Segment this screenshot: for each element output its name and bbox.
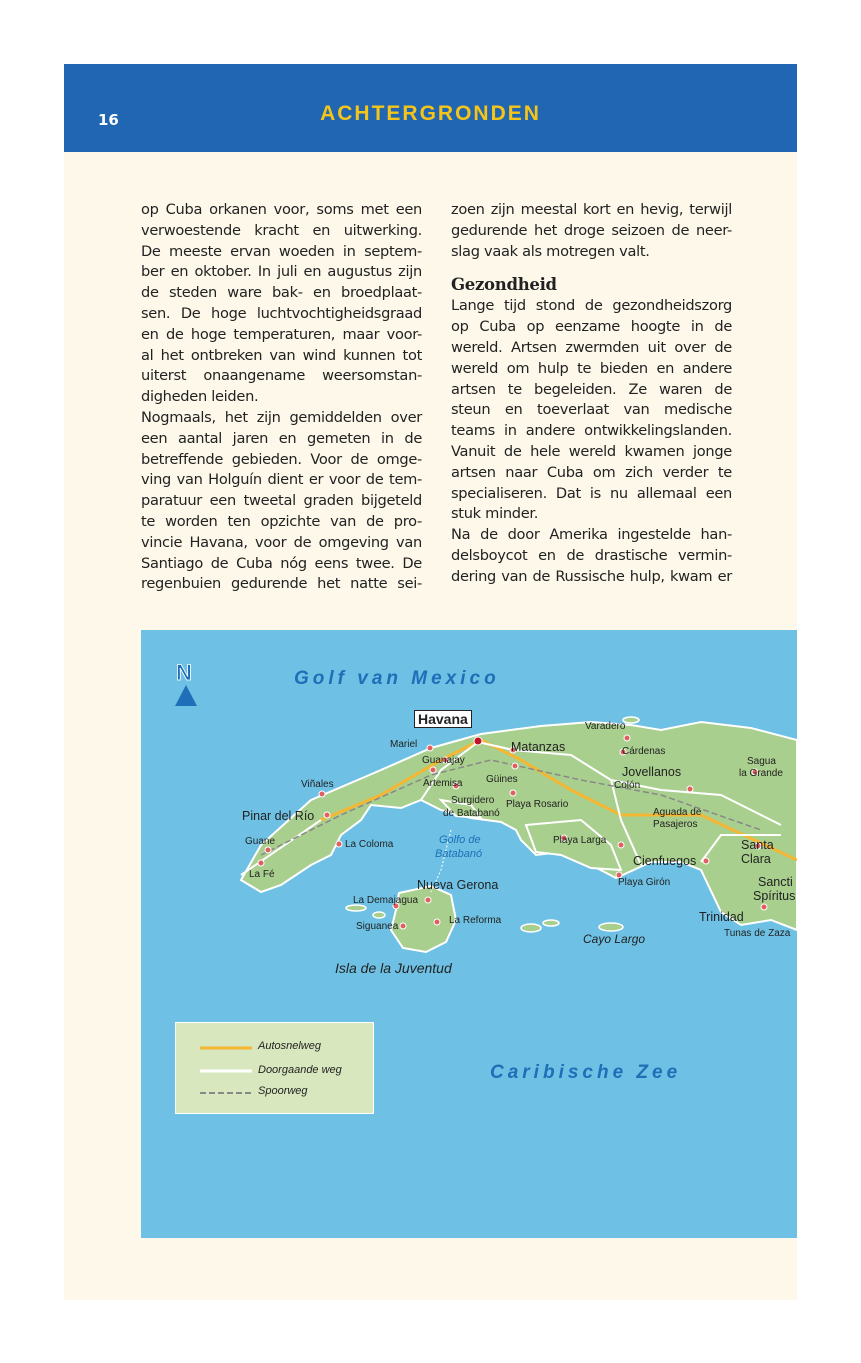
text-line: wereld om hulp te bieden en andere <box>451 359 732 377</box>
text-line: vincie Havana, voor de omgeving van <box>141 533 422 551</box>
place-label: Santa <box>741 838 774 852</box>
text-line: Na de door Amerika ingestelde han- <box>451 526 732 544</box>
text-line: te worden ten opzichte van de pro- <box>141 512 422 530</box>
text-line: ving van Holguín dient er voor de tem- <box>141 471 422 489</box>
place-label: Pasajeros <box>653 819 698 830</box>
map-legend <box>175 1022 374 1114</box>
page-number: 16 <box>98 111 119 129</box>
text-line: wereld. Artsen zwermden uit over de <box>451 338 732 356</box>
place-label: Jovellanos <box>622 765 682 779</box>
place-label: Matanzas <box>511 740 566 754</box>
text-line: artsen naar Cuba om zich verder te <box>451 463 732 481</box>
text-line: Vanuit de hele wereld kwamen jonge <box>451 442 732 460</box>
text-line: digheden leiden. <box>141 388 259 406</box>
text-line: al het ontbreken van wind kunnen tot <box>141 346 422 364</box>
text-line: stuk minder. <box>451 505 539 523</box>
place-label: La Reforma <box>449 915 502 926</box>
place-label: Isla de la Juventud <box>335 960 452 976</box>
place-label: Cárdenas <box>622 746 666 757</box>
place-label: Cayo Largo <box>583 932 646 946</box>
place-label: Varadero <box>585 721 626 732</box>
place-label: Sancti <box>758 875 793 889</box>
text-line: en de hoge temperaturen, maar voor- <box>141 325 422 343</box>
place-label: Playa Girón <box>618 877 671 888</box>
place-label: Surgidero <box>451 795 495 806</box>
text-line: uiterst onaangename weersomstan- <box>141 367 422 385</box>
text-line: sen. De hoge luchtvochtigheidsgraad <box>141 304 422 322</box>
place-label: Siguanea <box>356 921 399 932</box>
text-line: verwoestende kracht en uitwerking. <box>141 221 422 239</box>
text-line: slag vaak als motregen valt. <box>451 242 650 260</box>
place-label: la Grande <box>739 768 783 779</box>
right-column <box>451 200 732 588</box>
text-line: zoen zijn meestal kort en hevig, terwijl <box>451 201 732 218</box>
place-label: Playa Rosario <box>506 799 569 810</box>
text-line: steun en toeverlaat van medische <box>451 401 732 419</box>
north-arrow-letter: N <box>176 660 192 685</box>
water-label: Golfo de <box>439 834 481 846</box>
legend-rail: Spoorweg <box>258 1085 308 1097</box>
north-arrow-icon <box>175 685 197 706</box>
place-label: Playa Larga <box>553 835 607 846</box>
chapter-title: ACHTERGRONDEN <box>320 102 541 125</box>
text-line: op Cuba orkanen voor, soms met een <box>141 201 422 218</box>
text-line: artsen te begeleiden. Ze waren de <box>451 380 732 398</box>
place-label: Cienfuegos <box>633 854 697 868</box>
text-line: specialiseren. Dat is nu allemaal een <box>451 484 732 502</box>
text-line: een aantal jaren en gemeten in de <box>141 429 422 447</box>
capital-label: Havana <box>414 710 472 728</box>
legend-highway: Autosnelweg <box>258 1040 321 1052</box>
sea-label: Caribische Zee <box>490 1062 682 1083</box>
text-line: de steden ware bak- en broedplaat- <box>141 284 422 302</box>
page-header <box>64 64 797 152</box>
place-label: Viñales <box>301 779 334 790</box>
text-line: paratuur een tweetal graden bijgeteld <box>141 492 422 510</box>
place-label: Nueva Gerona <box>417 878 499 892</box>
place-label: Tunas de Zaza <box>724 928 791 939</box>
water-label: Batabanó <box>435 848 483 860</box>
text-line: gedurende het droge seizoen de neer- <box>451 221 732 239</box>
place-label: Clara <box>741 852 771 866</box>
text-line: Lange tijd stond de gezondheidszorg <box>451 297 732 315</box>
place-label: Guane <box>245 836 276 847</box>
left-column <box>141 200 422 595</box>
place-label: Mariel <box>390 739 418 750</box>
place-label: Guanajay <box>422 755 465 766</box>
text-line: Santiago de Cuba nóg eens twee. De <box>141 554 422 572</box>
text-line: Nogmaals, het zijn gemiddelden over <box>141 408 422 426</box>
legend-road: Doorgaande weg <box>258 1064 342 1076</box>
place-label: La Coloma <box>345 839 394 850</box>
place-label: Güines <box>486 774 518 785</box>
text-line: dering van de Russische hulp, kwam er <box>451 567 732 585</box>
text-line: teams in andere ontwikkelingslanden. <box>451 422 732 440</box>
place-label: Trinidad <box>699 910 744 924</box>
text-line: ber en oktober. In juli en augustus zijn <box>141 263 422 281</box>
text-line: delsboycot en de drastische vermin- <box>451 546 732 564</box>
sea-label: Golf van Mexico <box>294 668 500 689</box>
place-label: de Batabanó <box>443 808 500 819</box>
text-line: De meeste ervan woeden in septem- <box>141 242 422 260</box>
text-line: betreffende gebieden. Voor de omge- <box>141 450 422 468</box>
section-heading: Gezondheid <box>451 275 557 295</box>
text-line: regenbuien gedurende het natte sei- <box>141 575 422 593</box>
place-label: Colón <box>614 780 641 791</box>
place-label: Spíritus <box>753 889 796 903</box>
place-label: Aguada de <box>653 807 702 818</box>
place-label: Artemisa <box>423 778 463 789</box>
place-label: La Demajagua <box>353 895 419 906</box>
place-label: Sagua <box>747 756 776 767</box>
cuba-map <box>141 630 797 1238</box>
book-page <box>64 64 797 1300</box>
place-label: Pinar del Río <box>242 809 315 823</box>
place-label: La Fé <box>249 869 275 880</box>
text-line: op Cuba op eenzame hoogte in de <box>451 318 732 336</box>
